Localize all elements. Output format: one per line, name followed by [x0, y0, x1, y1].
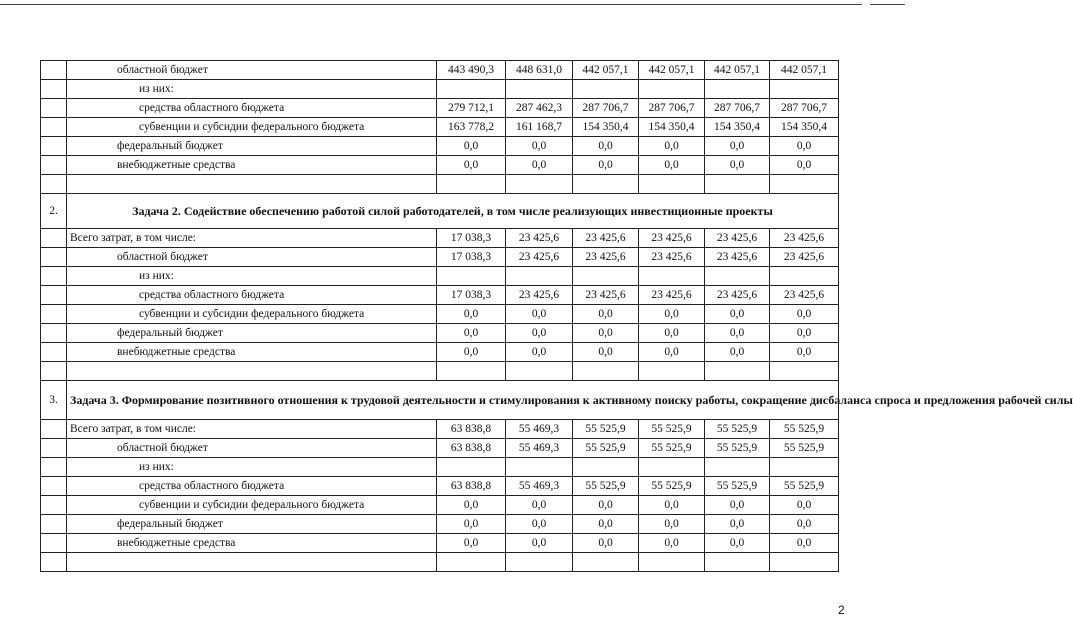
table-row: [41, 553, 839, 572]
value-cell: 55 525,9: [639, 439, 705, 458]
task-number: 2.: [41, 194, 67, 229]
row-number-cell: [41, 343, 67, 362]
value-cell: [506, 553, 573, 572]
value-cell: 23 425,6: [770, 248, 839, 267]
value-cell: 17 038,3: [437, 286, 506, 305]
value-cell: 0,0: [705, 496, 770, 515]
value-cell: 55 525,9: [573, 439, 639, 458]
row-label: федеральный бюджет: [67, 324, 437, 343]
value-cell: 0,0: [705, 137, 770, 156]
value-cell: [639, 553, 705, 572]
row-label: субвенции и субсидии федерального бюджета: [67, 118, 437, 137]
row-label: [67, 362, 437, 381]
row-number-cell: [41, 267, 67, 286]
value-cell: [573, 362, 639, 381]
value-cell: 55 469,3: [506, 439, 573, 458]
value-cell: 0,0: [506, 137, 573, 156]
value-cell: 0,0: [770, 156, 839, 175]
value-cell: 23 425,6: [770, 229, 839, 248]
value-cell: [770, 267, 839, 286]
value-cell: 55 525,9: [705, 420, 770, 439]
value-cell: 0,0: [639, 534, 705, 553]
value-cell: 287 462,3: [506, 99, 573, 118]
value-cell: 23 425,6: [770, 286, 839, 305]
value-cell: 0,0: [705, 305, 770, 324]
value-cell: 0,0: [639, 305, 705, 324]
row-number-cell: [41, 458, 67, 477]
table-row: [41, 267, 839, 286]
value-cell: [770, 458, 839, 477]
task-header-row: [41, 381, 839, 420]
value-cell: [705, 175, 770, 194]
value-cell: [705, 458, 770, 477]
value-cell: 0,0: [437, 515, 506, 534]
value-cell: [437, 267, 506, 286]
value-cell: [705, 553, 770, 572]
row-number-cell: [41, 61, 67, 80]
table-row: [41, 534, 839, 553]
value-cell: 55 525,9: [573, 477, 639, 496]
value-cell: 0,0: [573, 343, 639, 362]
value-cell: 23 425,6: [573, 286, 639, 305]
value-cell: 23 425,6: [506, 229, 573, 248]
value-cell: [573, 267, 639, 286]
row-label: [67, 175, 437, 194]
value-cell: 23 425,6: [639, 248, 705, 267]
table-row: [41, 420, 839, 439]
table-row: [41, 229, 839, 248]
value-cell: 154 350,4: [573, 118, 639, 137]
value-cell: 55 525,9: [639, 420, 705, 439]
value-cell: 55 525,9: [770, 477, 839, 496]
value-cell: 55 525,9: [705, 439, 770, 458]
row-label: федеральный бюджет: [67, 137, 437, 156]
value-cell: 0,0: [437, 137, 506, 156]
value-cell: 0,0: [573, 534, 639, 553]
table-row: [41, 99, 839, 118]
row-label: федеральный бюджет: [67, 515, 437, 534]
value-cell: 0,0: [705, 343, 770, 362]
table-row: [41, 324, 839, 343]
value-cell: 442 057,1: [573, 61, 639, 80]
value-cell: 0,0: [770, 496, 839, 515]
value-cell: 287 706,7: [770, 99, 839, 118]
value-cell: [437, 362, 506, 381]
row-label: внебюджетные средства: [67, 156, 437, 175]
row-number-cell: [41, 362, 67, 381]
value-cell: 442 057,1: [639, 61, 705, 80]
table-row: [41, 515, 839, 534]
value-cell: [705, 362, 770, 381]
value-cell: 0,0: [506, 343, 573, 362]
value-cell: 63 838,8: [437, 439, 506, 458]
value-cell: 23 425,6: [639, 286, 705, 305]
row-label: внебюджетные средства: [67, 534, 437, 553]
row-label: Всего затрат, в том числе:: [67, 420, 437, 439]
value-cell: [437, 80, 506, 99]
value-cell: 23 425,6: [573, 229, 639, 248]
row-label: из них:: [67, 267, 437, 286]
value-cell: 55 525,9: [770, 439, 839, 458]
top-rule-right: [870, 4, 905, 5]
table-row: [41, 439, 839, 458]
value-cell: [770, 362, 839, 381]
value-cell: 0,0: [506, 534, 573, 553]
value-cell: 442 057,1: [770, 61, 839, 80]
value-cell: [437, 553, 506, 572]
row-number-cell: [41, 534, 67, 553]
row-number-cell: [41, 515, 67, 534]
value-cell: [639, 175, 705, 194]
row-label: областной бюджет: [67, 439, 437, 458]
value-cell: 0,0: [573, 305, 639, 324]
value-cell: 163 778,2: [437, 118, 506, 137]
row-label: субвенции и субсидии федерального бюджета: [67, 496, 437, 515]
table-row: [41, 248, 839, 267]
row-number-cell: [41, 496, 67, 515]
value-cell: [705, 267, 770, 286]
value-cell: 287 706,7: [573, 99, 639, 118]
value-cell: 154 350,4: [639, 118, 705, 137]
value-cell: 154 350,4: [705, 118, 770, 137]
value-cell: 279 712,1: [437, 99, 506, 118]
table-row: [41, 343, 839, 362]
row-number-cell: [41, 420, 67, 439]
value-cell: 287 706,7: [705, 99, 770, 118]
row-label: субвенции и субсидии федерального бюджета: [67, 305, 437, 324]
row-number-cell: [41, 137, 67, 156]
value-cell: 0,0: [573, 137, 639, 156]
row-label: средства областного бюджета: [67, 99, 437, 118]
row-number-cell: [41, 99, 67, 118]
budget-table-body: [41, 61, 1073, 572]
task-title: Задача 2. Содействие обеспечению работой силой работодателей, в том числе реализующих инвестиционные проекты: [67, 194, 839, 229]
row-number-cell: [41, 324, 67, 343]
table-row: [41, 175, 839, 194]
value-cell: 448 631,0: [506, 61, 573, 80]
value-cell: 0,0: [437, 305, 506, 324]
value-cell: 63 838,8: [437, 420, 506, 439]
value-cell: [639, 267, 705, 286]
value-cell: 154 350,4: [770, 118, 839, 137]
value-cell: 0,0: [705, 515, 770, 534]
page-number: 2: [838, 603, 845, 617]
row-number-cell: [41, 477, 67, 496]
value-cell: 17 038,3: [437, 229, 506, 248]
value-cell: 0,0: [770, 343, 839, 362]
value-cell: 55 525,9: [639, 477, 705, 496]
value-cell: [573, 175, 639, 194]
row-number-cell: [41, 80, 67, 99]
row-label: из них:: [67, 458, 437, 477]
value-cell: 0,0: [506, 496, 573, 515]
value-cell: 23 425,6: [506, 248, 573, 267]
table-row: [41, 80, 839, 99]
value-cell: [639, 458, 705, 477]
value-cell: 0,0: [770, 137, 839, 156]
table-row: [41, 362, 839, 381]
value-cell: 0,0: [639, 515, 705, 534]
row-label: средства областного бюджета: [67, 286, 437, 305]
row-number-cell: [41, 229, 67, 248]
value-cell: 17 038,3: [437, 248, 506, 267]
value-cell: 0,0: [437, 324, 506, 343]
value-cell: 0,0: [639, 156, 705, 175]
value-cell: 0,0: [770, 324, 839, 343]
table-row: [41, 286, 839, 305]
row-label: Всего затрат, в том числе:: [67, 229, 437, 248]
row-number-cell: [41, 118, 67, 137]
task-number: 3.: [41, 381, 67, 420]
value-cell: 23 425,6: [573, 248, 639, 267]
value-cell: 0,0: [506, 305, 573, 324]
value-cell: 0,0: [437, 496, 506, 515]
value-cell: 0,0: [573, 156, 639, 175]
value-cell: 0,0: [506, 156, 573, 175]
value-cell: 55 525,9: [770, 420, 839, 439]
value-cell: 0,0: [573, 515, 639, 534]
value-cell: 0,0: [437, 156, 506, 175]
table-row: [41, 305, 839, 324]
value-cell: 0,0: [705, 324, 770, 343]
value-cell: 0,0: [639, 324, 705, 343]
table-row: [41, 61, 839, 80]
value-cell: [506, 175, 573, 194]
value-cell: [506, 80, 573, 99]
row-number-cell: [41, 439, 67, 458]
value-cell: [705, 80, 770, 99]
value-cell: 0,0: [770, 534, 839, 553]
value-cell: [573, 458, 639, 477]
value-cell: [506, 267, 573, 286]
row-label: [67, 553, 437, 572]
value-cell: [573, 553, 639, 572]
value-cell: [639, 362, 705, 381]
value-cell: [770, 553, 839, 572]
row-number-cell: [41, 286, 67, 305]
value-cell: 55 469,3: [506, 477, 573, 496]
value-cell: 23 425,6: [705, 248, 770, 267]
row-label: из них:: [67, 80, 437, 99]
value-cell: [437, 458, 506, 477]
value-cell: 55 525,9: [705, 477, 770, 496]
value-cell: 287 706,7: [639, 99, 705, 118]
value-cell: [437, 175, 506, 194]
value-cell: 23 425,6: [639, 229, 705, 248]
value-cell: 0,0: [639, 496, 705, 515]
table-row: [41, 458, 839, 477]
row-number-cell: [41, 156, 67, 175]
row-label: областной бюджет: [67, 248, 437, 267]
value-cell: 443 490,3: [437, 61, 506, 80]
row-number-cell: [41, 305, 67, 324]
value-cell: 0,0: [639, 137, 705, 156]
value-cell: [573, 80, 639, 99]
value-cell: 23 425,6: [506, 286, 573, 305]
value-cell: 0,0: [705, 156, 770, 175]
value-cell: [639, 80, 705, 99]
value-cell: [506, 458, 573, 477]
row-number-cell: [41, 248, 67, 267]
row-label: областной бюджет: [67, 61, 437, 80]
top-rule: [0, 4, 862, 5]
table-row: [41, 477, 839, 496]
row-label: средства областного бюджета: [67, 477, 437, 496]
table-row: [41, 496, 839, 515]
table-row: [41, 137, 839, 156]
value-cell: 23 425,6: [705, 229, 770, 248]
value-cell: 55 469,3: [506, 420, 573, 439]
budget-table: [40, 60, 1073, 572]
value-cell: 23 425,6: [705, 286, 770, 305]
value-cell: 0,0: [639, 343, 705, 362]
table-row: [41, 118, 839, 137]
value-cell: 0,0: [506, 515, 573, 534]
row-number-cell: [41, 553, 67, 572]
value-cell: 161 168,7: [506, 118, 573, 137]
value-cell: 0,0: [573, 324, 639, 343]
value-cell: 0,0: [506, 324, 573, 343]
value-cell: 0,0: [705, 534, 770, 553]
value-cell: 442 057,1: [705, 61, 770, 80]
value-cell: [506, 362, 573, 381]
task-header-row: [41, 194, 839, 229]
value-cell: 0,0: [437, 343, 506, 362]
value-cell: 55 525,9: [573, 420, 639, 439]
value-cell: [770, 80, 839, 99]
task-title: Задача 3. Формирование позитивного отношения к трудовой деятельности и стимулирования к активному поиску работы, сокращение дисбаланса спроса и предложения рабочей силы: [67, 381, 839, 420]
value-cell: 0,0: [437, 534, 506, 553]
value-cell: 0,0: [770, 305, 839, 324]
value-cell: [770, 175, 839, 194]
row-label: внебюджетные средства: [67, 343, 437, 362]
value-cell: 63 838,8: [437, 477, 506, 496]
table-row: [41, 156, 839, 175]
row-number-cell: [41, 175, 67, 194]
value-cell: 0,0: [770, 515, 839, 534]
value-cell: 0,0: [573, 496, 639, 515]
